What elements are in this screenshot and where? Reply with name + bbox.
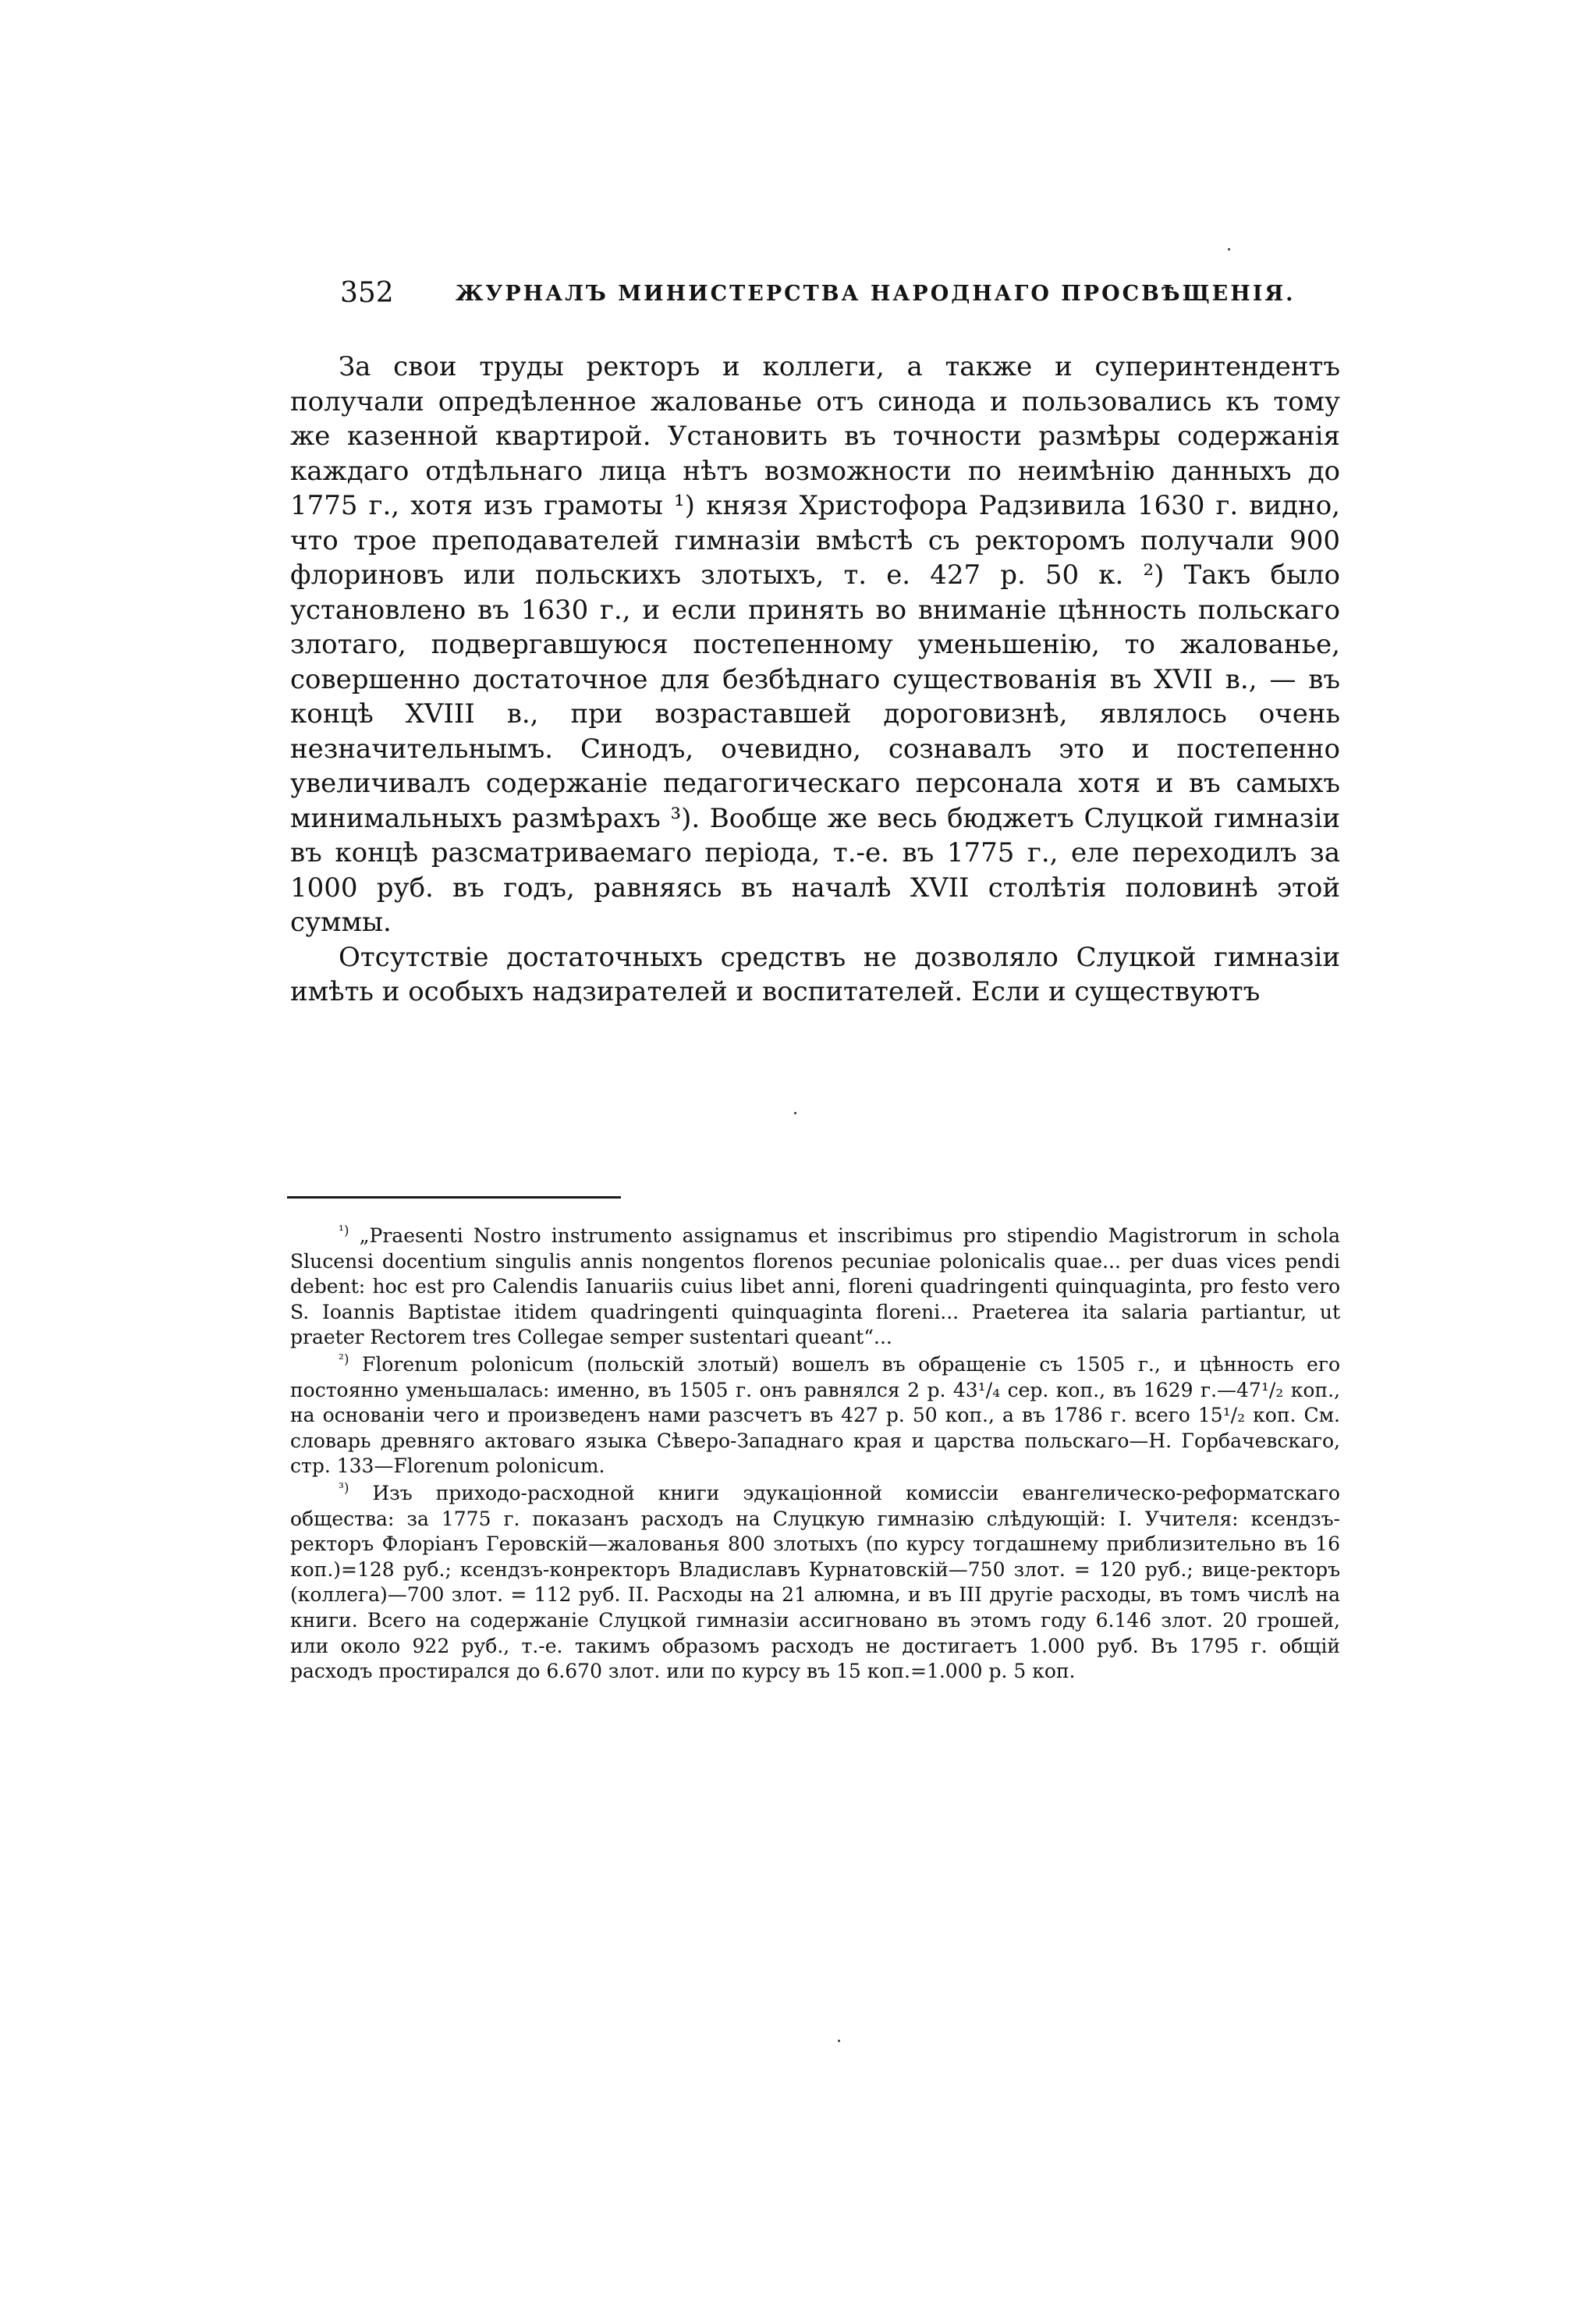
footnote-3-text: Изъ приходо-расходной книги эдукаціонной комиссіи евангелическо-реформатскаго общества: за 1775 г. показанъ расходъ на Слуцкую гимназію слѣдующій: I. Учителя: ксендзъ-ректоръ Флоріанъ Геровскій—жалованья 800 злотыхъ (по курсу тогдашнему приблизительно въ 16 коп.)=128 руб.; ксендзъ-конректоръ Владиславъ Курнатовскій—750 злот. = 120 руб.; вице-ректоръ (коллега)—700 злот. = 112 руб. II. Расходы на 21 алюмна, и въ III другіе расходы, въ томъ числѣ на книги. Всего на содержаніе Слуцкой гимназіи ассигновано въ этомъ году 6.146 злот. 20 грошей, или около 922 руб., т.-е. такимъ образомъ расходъ не достигаетъ 1.000 руб. Въ 1795 г. общій расходъ простирался до 6.670 злот. или по курсу въ 15 коп.=1.000 р. 5 коп. [290, 1481, 1340, 1683]
footnote-1 [290, 1224, 1340, 1351]
footnote-2-text: Florenum polonicum (польскій злотый) вошелъ въ обращеніе съ 1505 г., и цѣнность его постоянно уменьшалась: именно, въ 1505 г. онъ равнялся 2 р. 43¹/₄ сер. коп., въ 1629 г.—47¹/₂ коп., на основаніи чего и произведенъ нами разсчетъ въ 427 р. 50 коп., а въ 1786 г. всего 15¹/₂ коп. См. словарь древняго актоваго языка Сѣверо-Западнаго края и царства польскаго—Н. Горбачевскаго, стр. 133—Florenum polonicum. [290, 1352, 1340, 1478]
body-paragraph-1: За свои труды ректоръ и коллеги, а также и суперинтендентъ получали опредѣленное жалованье отъ синода и пользовались къ тому же казенной квартирой. Установить въ точности размѣры содержанія каждаго отдѣльнаго лица нѣтъ возможности по неимѣнію данныхъ до 1775 г., хотя изъ грамоты ¹) князя Христофора Радзивила 1630 г. видно, что трое преподавателей гимназіи вмѣстѣ съ ректоромъ получали 900 флориновъ или польскихъ злотыхъ, т. е. 427 р. 50 к. ²) Такъ было установлено въ 1630 г., и если принять во вниманіе цѣнность польскаго злотаго, подвергавшуюся постепенному уменьшенію, то жалованье, совершенно достаточное для безбѣднаго существованія въ XVII в., — въ концѣ XVIII в., при возраставшей дороговизнѣ, являлось очень незначительнымъ. Синодъ, очевидно, сознавалъ это и постепенно увеличивалъ содержаніе педагогическаго персонала хотя и въ самыхъ минимальныхъ размѣрахъ ³). Вообще же весь бюджетъ Слуцкой гимназіи въ концѣ разсматриваемаго періода, т.-е. въ 1775 г., еле переходилъ за 1000 руб. въ годъ, равняясь въ началѣ XVII столѣтія половинѣ этой суммы. [290, 351, 1340, 938]
footnote-3-mark: ³) [339, 1480, 349, 1497]
journal-title: ЖУРНАЛЪ МИНИСТЕРСТВА НАРОДНАГО ПРОСВѢЩЕНІЯ. [456, 282, 1296, 306]
footnote-3 [290, 1481, 1340, 1685]
footnote-divider [287, 1196, 621, 1199]
running-head [340, 278, 1346, 309]
main-text [290, 350, 1340, 1010]
footnote-2 [290, 1352, 1340, 1479]
scan-speck [1228, 248, 1230, 250]
scan-speck [838, 2040, 840, 2042]
scan-speck [794, 1112, 796, 1114]
body-paragraph-2: Отсутствіе достаточныхъ средствъ не дозволяло Слуцкой гимназіи имѣть и особыхъ надзирателей и воспитателей. Если и существуютъ [290, 941, 1340, 1007]
footnote-1-text: „Praesenti Nostro instrumento assignamus et inscribimus pro stipendio Magistrorum in schola Slucensi docentium singulis annis nongentos florenos pecuniae polonicalis quae... per duas vices pendi debent: hoc est pro Calendis Ianuariis cuius libet anni, floreni quadringenti quinquaginta, pro festo vero S. Ioannis Baptistae itidem quadringenti quinquaginta floreni... Praeterea ita salaria partiantur, ut praeter Rectorem tres Collegae semper sustentari queant“... [290, 1224, 1340, 1349]
footnotes [290, 1224, 1340, 1685]
footnote-2-mark: ²) [339, 1351, 349, 1368]
footnote-1-mark: ¹) [339, 1223, 349, 1239]
page-number: 352 [340, 277, 394, 309]
